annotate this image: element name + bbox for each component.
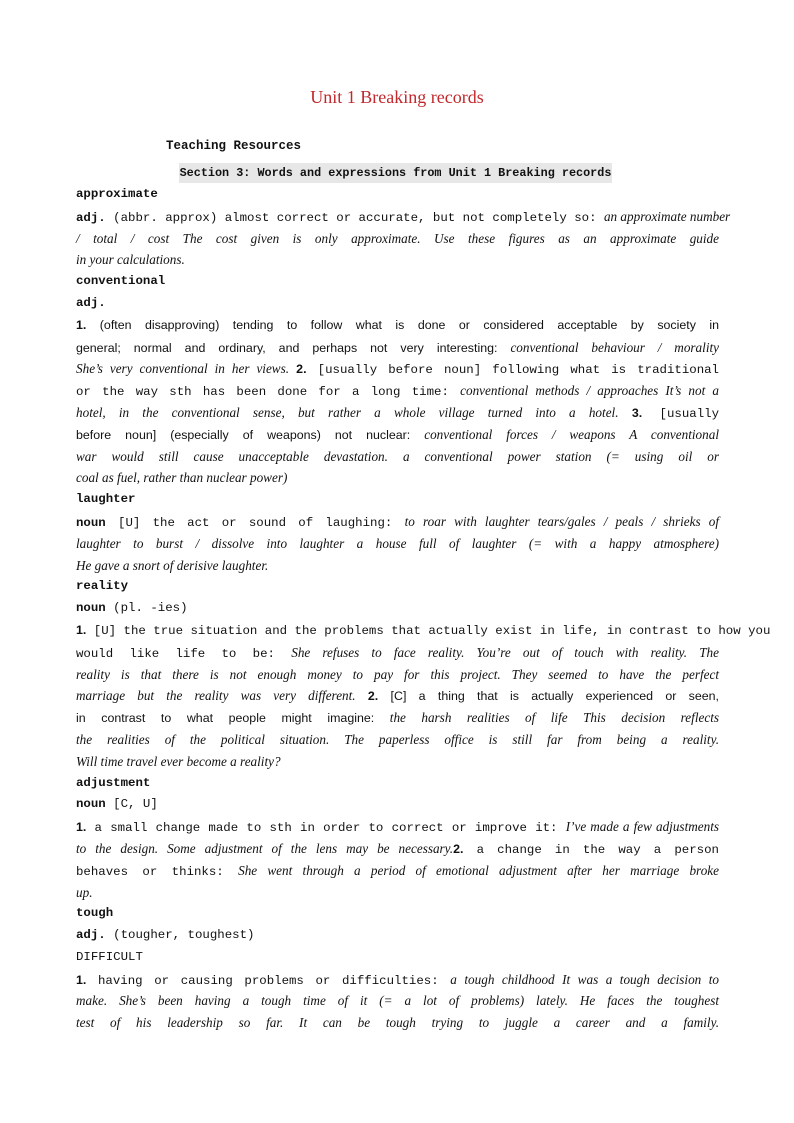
text-line: [76, 424, 719, 446]
page-title: Unit 1 Breaking records: [310, 87, 484, 107]
text-line: [76, 860, 719, 882]
part-of-speech: adj.: [76, 928, 106, 943]
text-line: [76, 838, 719, 860]
example-text: / total / cost The cost given is only approximate. Use these figures as an approximate guide: [76, 230, 719, 246]
sense-number: 1.: [76, 622, 87, 637]
section-heading: Section 3: Words and expressions from Unit 1 Breaking records: [179, 163, 612, 183]
text-line: [76, 380, 719, 402]
headword: reality: [76, 579, 129, 594]
example-text: conventional forces / weapons A conventional: [424, 426, 720, 442]
definition-text: (abbr. approx) almost correct or accurate, but not completely so:: [105, 210, 604, 225]
text-line: [76, 228, 719, 250]
definition-text: or the way sth has been done for a long time:: [76, 385, 461, 400]
definition-text: before noun] (especially of weapons) not nuclear:: [76, 427, 425, 442]
text-line: [76, 794, 719, 816]
example-text: I’ve made a few adjustments: [565, 819, 719, 835]
headword: tough: [76, 906, 114, 921]
definition-text: [usually: [642, 406, 720, 421]
definition-text: [U] the true situation and the problems that actually exist in life, in contrast to how you: [86, 623, 771, 638]
example-text: She’s very conventional in her views.: [76, 361, 290, 377]
example-text: He gave a snort of derisive laughter.: [76, 557, 269, 573]
sense-number: 1.: [76, 972, 87, 987]
example-text: She refuses to face reality. You’re out of touch with reality. The: [291, 644, 719, 660]
sense-number: 2.: [289, 362, 307, 377]
example-text: laughter to burst / dissolve into laughter a house full of laughter (= with a happy atmosphere): [76, 535, 719, 551]
headword: adjustment: [76, 775, 151, 790]
text-line: [76, 337, 719, 359]
example-text: marriage but the reality was very different.: [76, 688, 356, 704]
example-text: up.: [76, 884, 93, 900]
text-line: [76, 184, 719, 206]
text-line: [76, 903, 719, 925]
text-line: [76, 1012, 719, 1034]
definition-text: [C] a thing that is actually experienced or seen,: [378, 689, 719, 704]
sense-number: 3.: [618, 405, 643, 420]
text-line: [76, 249, 719, 271]
example-text: She went through a period of emotional adjustment after her marriage broke: [238, 862, 719, 878]
text-line: [76, 664, 719, 686]
example-text: coal as fuel, rather than nuclear power): [76, 470, 288, 486]
part-of-speech: noun: [76, 601, 106, 616]
example-text: the realities of the political situation. The paperless office is still far from being a reality.: [76, 731, 719, 747]
example-text: conventional methods / approaches It’s not a: [460, 383, 719, 399]
definition-text: would like life to be:: [76, 646, 292, 661]
definition-text: [C, U]: [105, 797, 158, 812]
text-line: [76, 642, 719, 664]
text-line: [76, 489, 719, 511]
part-of-speech: adj.: [76, 210, 106, 225]
example-text: conventional behaviour / morality: [510, 339, 719, 355]
part-of-speech: noun: [76, 797, 106, 812]
text-line: [76, 206, 731, 228]
definition-text: a change in the way a person: [463, 842, 719, 857]
sense-number: 1.: [76, 820, 87, 835]
part-of-speech: noun: [76, 515, 106, 530]
definition-text: [usually before noun] following what is traditional: [306, 363, 719, 378]
text-line: [76, 598, 719, 620]
text-line: [76, 620, 771, 642]
definition-text: general; normal and ordinary, and perhaps not very interesting:: [76, 340, 511, 355]
text-line: [76, 816, 719, 838]
definition-text: a small change made to sth in order to correct or improve it:: [86, 821, 566, 836]
example-text: to roar with laughter tears/gales / peals / shrieks of: [404, 513, 719, 529]
example-text: reality is that there is not enough money to pay for this project. They seemed to have the perfect: [76, 666, 719, 682]
text-line: [76, 685, 719, 707]
sense-number: 2.: [355, 689, 379, 704]
text-line: [76, 707, 719, 729]
text-line: [76, 293, 719, 315]
text-line: [76, 271, 719, 293]
example-text: war would still cause unacceptable devastation. a conventional power station (= using oil or: [76, 448, 719, 464]
example-text: a tough childhood It was a tough decision to: [450, 971, 719, 987]
definition-text: (tougher, toughest): [105, 928, 255, 943]
vocabulary-entries: [76, 184, 771, 1034]
example-text: hotel, in the conventional sense, but rather a whole village turned into a hotel.: [76, 404, 619, 420]
teaching-resources-heading: Teaching Resources: [166, 139, 302, 153]
text-line: [76, 315, 719, 337]
example-text: test of his leadership so far. It can be tough trying to juggle a career and a family.: [76, 1015, 719, 1031]
text-line: [76, 402, 719, 424]
definition-text: [U] the act or sound of laughing:: [105, 515, 405, 530]
text-line: [76, 533, 719, 555]
text-line: [76, 555, 719, 577]
text-line: [76, 969, 719, 991]
sense-number: 1.: [76, 317, 87, 332]
definition-text: (pl. -ies): [105, 601, 188, 616]
example-text: an approximate number: [603, 208, 731, 224]
definition-text: in contrast to what people might imagine:: [76, 711, 390, 726]
text-line: [76, 729, 719, 751]
text-line: [76, 511, 719, 533]
example-text: the harsh realities of life This decision reflects: [389, 710, 719, 726]
text-line: [76, 882, 719, 904]
headword: laughter: [76, 492, 136, 507]
text-line: [76, 925, 719, 947]
text-line: [76, 773, 719, 795]
headword: conventional: [76, 274, 166, 289]
definition-text: (often disapproving) tending to follow what is done or considered acceptable by society in: [86, 317, 719, 332]
headword: approximate: [76, 187, 158, 201]
sense-number: 2.: [453, 841, 464, 856]
definition-text: having or causing problems or difficulties:: [86, 973, 451, 988]
text-line: [76, 576, 719, 598]
text-line: [76, 947, 719, 969]
definition-text: DIFFICULT: [76, 949, 143, 964]
text-line: [76, 990, 719, 1012]
definition-text: behaves or thinks:: [76, 864, 239, 879]
example-text: to the design. Some adjustment of the lens may be necessary.: [76, 840, 454, 856]
example-text: Will time travel ever become a reality?: [76, 753, 281, 769]
text-line: [76, 358, 719, 380]
example-text: make. She’s been having a tough time of it (= a lot of problems) lately. He faces the toughest: [76, 993, 719, 1009]
part-of-speech: adj.: [76, 295, 106, 310]
text-line: [76, 467, 719, 489]
example-text: in your calculations.: [76, 252, 185, 268]
text-line: [76, 446, 719, 468]
text-line: [76, 751, 719, 773]
